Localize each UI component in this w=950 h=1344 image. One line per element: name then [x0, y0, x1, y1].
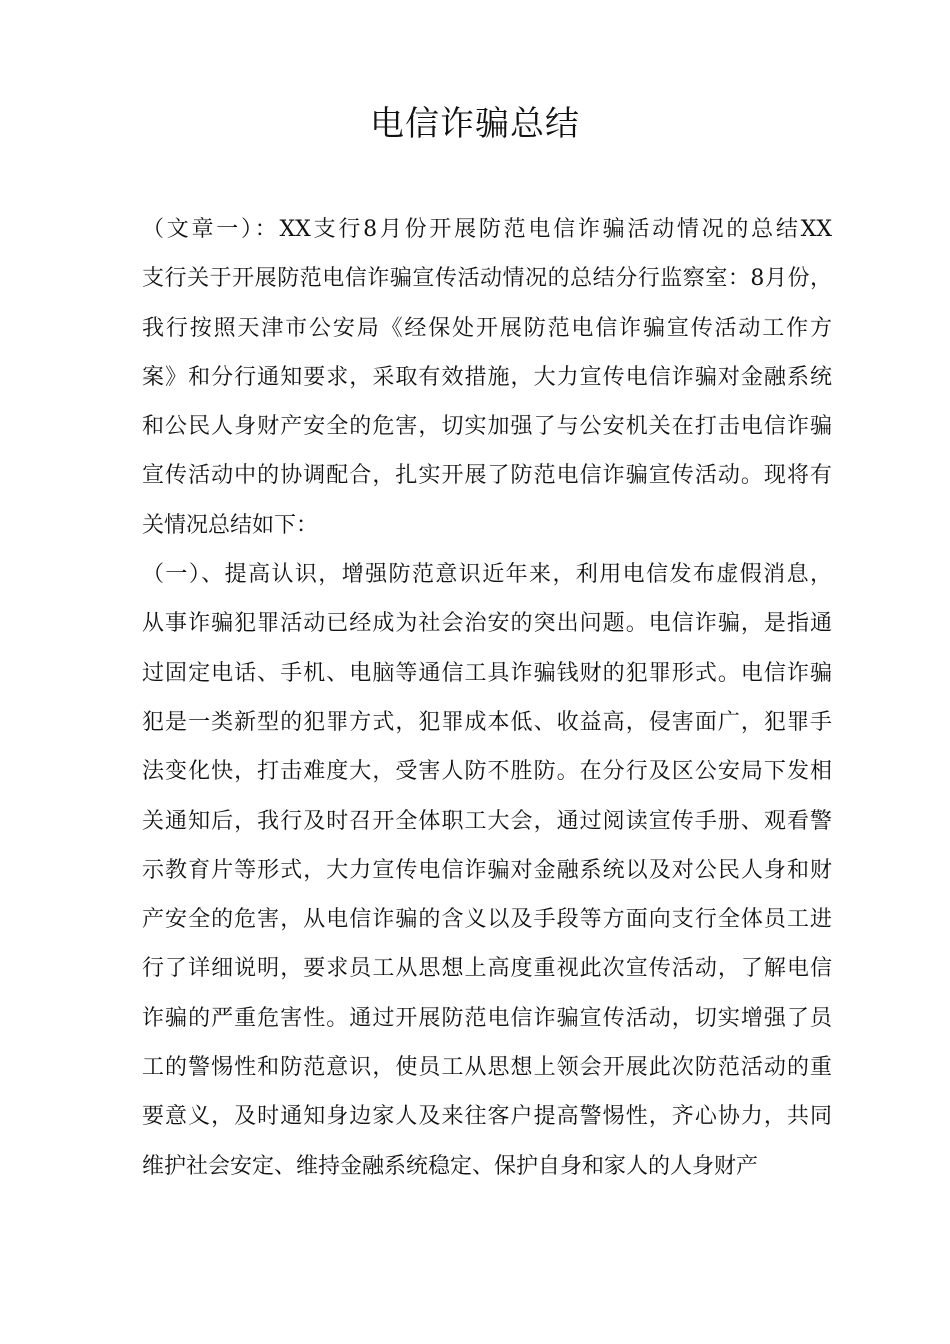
paragraph-2-line-13: 维护社会安定、维持金融系统稳定、保护自身和家人的人身财产	[142, 1153, 759, 1179]
paragraph-1-line-4: 案》和分行通知要求，采取有效措施，大力宣传电信诈骗对金融系统	[142, 364, 832, 390]
paragraph-2-line-3: 过固定电话、手机、电脑等通信工具诈骗钱财的犯罪形式。电信诈骗	[142, 660, 832, 686]
paragraph-2-line-4: 犯是一类新型的犯罪方式，犯罪成本低、收益高，侵害面广，犯罪手	[142, 709, 832, 735]
paragraph-2-line-12: 要意义，及时通知身边家人及来往客户提高警惕性，齐心协力，共同	[142, 1104, 832, 1130]
document-title: 电信诈骗总结	[370, 104, 580, 144]
paragraph-2-line-1: （一）、提高认识，增强防范意识近年来，利用电信发布虚假消息，	[142, 562, 832, 588]
paragraph-2-line-11: 工的警惕性和防范意识，使员工从思想上领会开展此次防范活动的重	[142, 1055, 832, 1081]
paragraph-2-line-2: 从事诈骗犯罪活动已经成为社会治安的突出问题。电信诈骗，是指通	[142, 611, 832, 637]
paragraph-1-line-2: 支行关于开展防范电信诈骗宣传活动情况的总结分行监察室：8月份，	[142, 266, 832, 292]
paragraph-1-line-3: 我行按照天津市公安局《经保处开展防范电信诈骗宣传活动工作方	[142, 315, 832, 341]
paragraph-2-line-6: 关通知后，我行及时召开全体职工大会，通过阅读宣传手册、观看警	[142, 808, 832, 834]
paragraph-1-line-6: 宣传活动中的协调配合，扎实开展了防范电信诈骗宣传活动。现将有	[142, 463, 832, 489]
paragraph-1-line-7: 关情况总结如下：	[142, 512, 319, 538]
paragraph-1-line-1: （文章一）：XX支行8月份开展防范电信诈骗活动情况的总结XX	[142, 217, 832, 242]
paragraph-2-line-7: 示教育片等形式，大力宣传电信诈骗对金融系统以及对公民人身和财	[142, 857, 832, 883]
paragraph-2-line-9: 行了详细说明，要求员工从思想上高度重视此次宣传活动，了解电信	[142, 956, 832, 982]
paragraph-1-line-5: 和公民人身财产安全的危害，切实加强了与公安机关在打击电信诈骗	[142, 414, 832, 440]
paragraph-2-line-5: 法变化快，打击难度大，受害人防不胜防。在分行及区公安局下发相	[142, 759, 832, 785]
paragraph-2-line-8: 产安全的危害，从电信诈骗的含义以及手段等方面向支行全体员工进	[142, 907, 832, 933]
paragraph-2-line-10: 诈骗的严重危害性。通过开展防范电信诈骗宣传活动，切实增强了员	[142, 1005, 832, 1031]
document-body	[142, 205, 832, 1191]
